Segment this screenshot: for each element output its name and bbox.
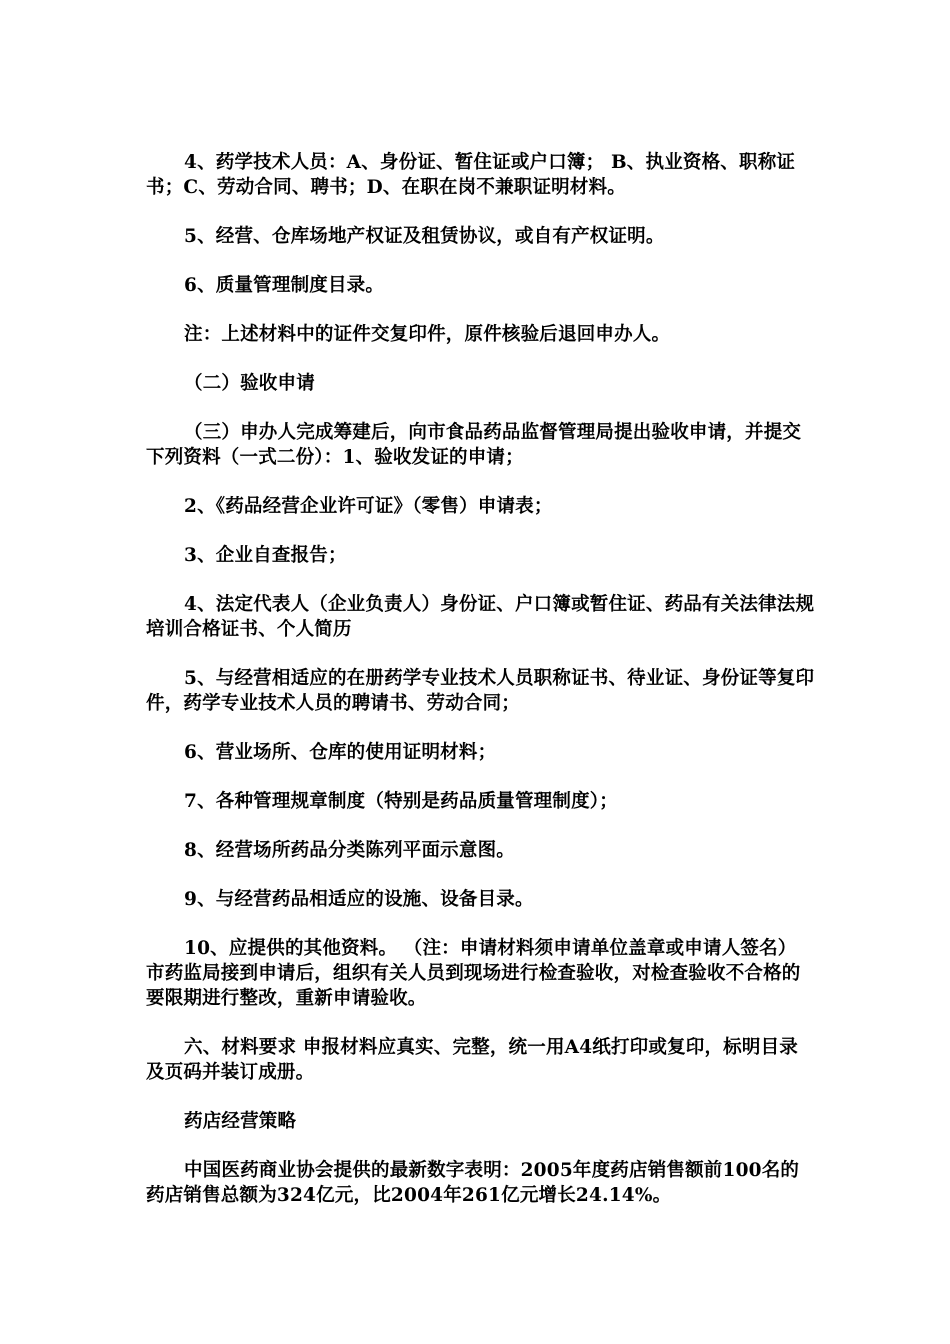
paragraph-management-rules: 7、各种管理规章制度（特别是药品质量管理制度）； xyxy=(184,791,618,812)
paragraph-pharmacist-documents: 4、药学技术人员：A、身份证、暂住证或户口簿； B、执业资格、职称证书；C、劳动合同、聘书；D、在职在岗不兼职证明材料。 xyxy=(146,152,796,198)
paragraph-quality-system-list: 6、质量管理制度目录。 xyxy=(184,275,385,296)
document-body xyxy=(146,150,816,1232)
paragraph-note-copies: 注：上述材料中的证件交复印件，原件核验后退回申办人。 xyxy=(184,324,671,345)
paragraph-property-certificate: 5、经营、仓库场地产权证及租赁协议，或自有产权证明。 xyxy=(184,226,665,247)
paragraph-sales-statistics: 中国医药商业协会提供的最新数字表明：2005年度药店销售额前100名的药店销售总额为324亿元，比2004年261亿元增长24.14%。 xyxy=(146,1160,800,1206)
paragraph-display-floor-plan: 8、经营场所药品分类陈列平面示意图。 xyxy=(184,840,515,861)
section-heading-acceptance: （二）验收申请 xyxy=(184,373,315,394)
section-heading-pharmacy-strategy: 药店经营策略 xyxy=(184,1111,297,1132)
paragraph-acceptance-application: （三）申办人完成筹建后，向市食品药品监督管理局提出验收申请，并提交下列资料（一式二份）：1、验收发证的申请； xyxy=(146,422,802,468)
paragraph-material-requirements: 六、材料要求 申报材料应真实、完整，统一用A4纸打印或复印，标明目录及页码并装订成册。 xyxy=(146,1037,798,1083)
paragraph-equipment-list: 9、与经营药品相适应的设施、设备目录。 xyxy=(184,889,534,910)
paragraph-technical-staff: 5、与经营相适应的在册药学专业技术人员职称证书、待业证、身份证等复印件，药学专业技术人员的聘请书、劳动合同； xyxy=(146,668,815,714)
paragraph-other-materials: 10、应提供的其他资料。 （注：申请材料须申请单位盖章或申请人签名） 市药监局接到申请后，组织有关人员到现场进行检查验收，对检查验收不合格的要限期进行整改，重新申请验收。 xyxy=(146,938,801,1009)
paragraph-premises-proof: 6、营业场所、仓库的使用证明材料； xyxy=(184,742,497,763)
paragraph-license-application-form: 2、《药品经营企业许可证》（零售）申请表； xyxy=(184,496,553,517)
paragraph-legal-representative: 4、法定代表人（企业负责人）身份证、户口簿或暂住证、药品有关法律法规培训合格证书、个人简历 xyxy=(146,594,815,640)
paragraph-self-inspection-report: 3、企业自查报告； xyxy=(184,545,347,566)
